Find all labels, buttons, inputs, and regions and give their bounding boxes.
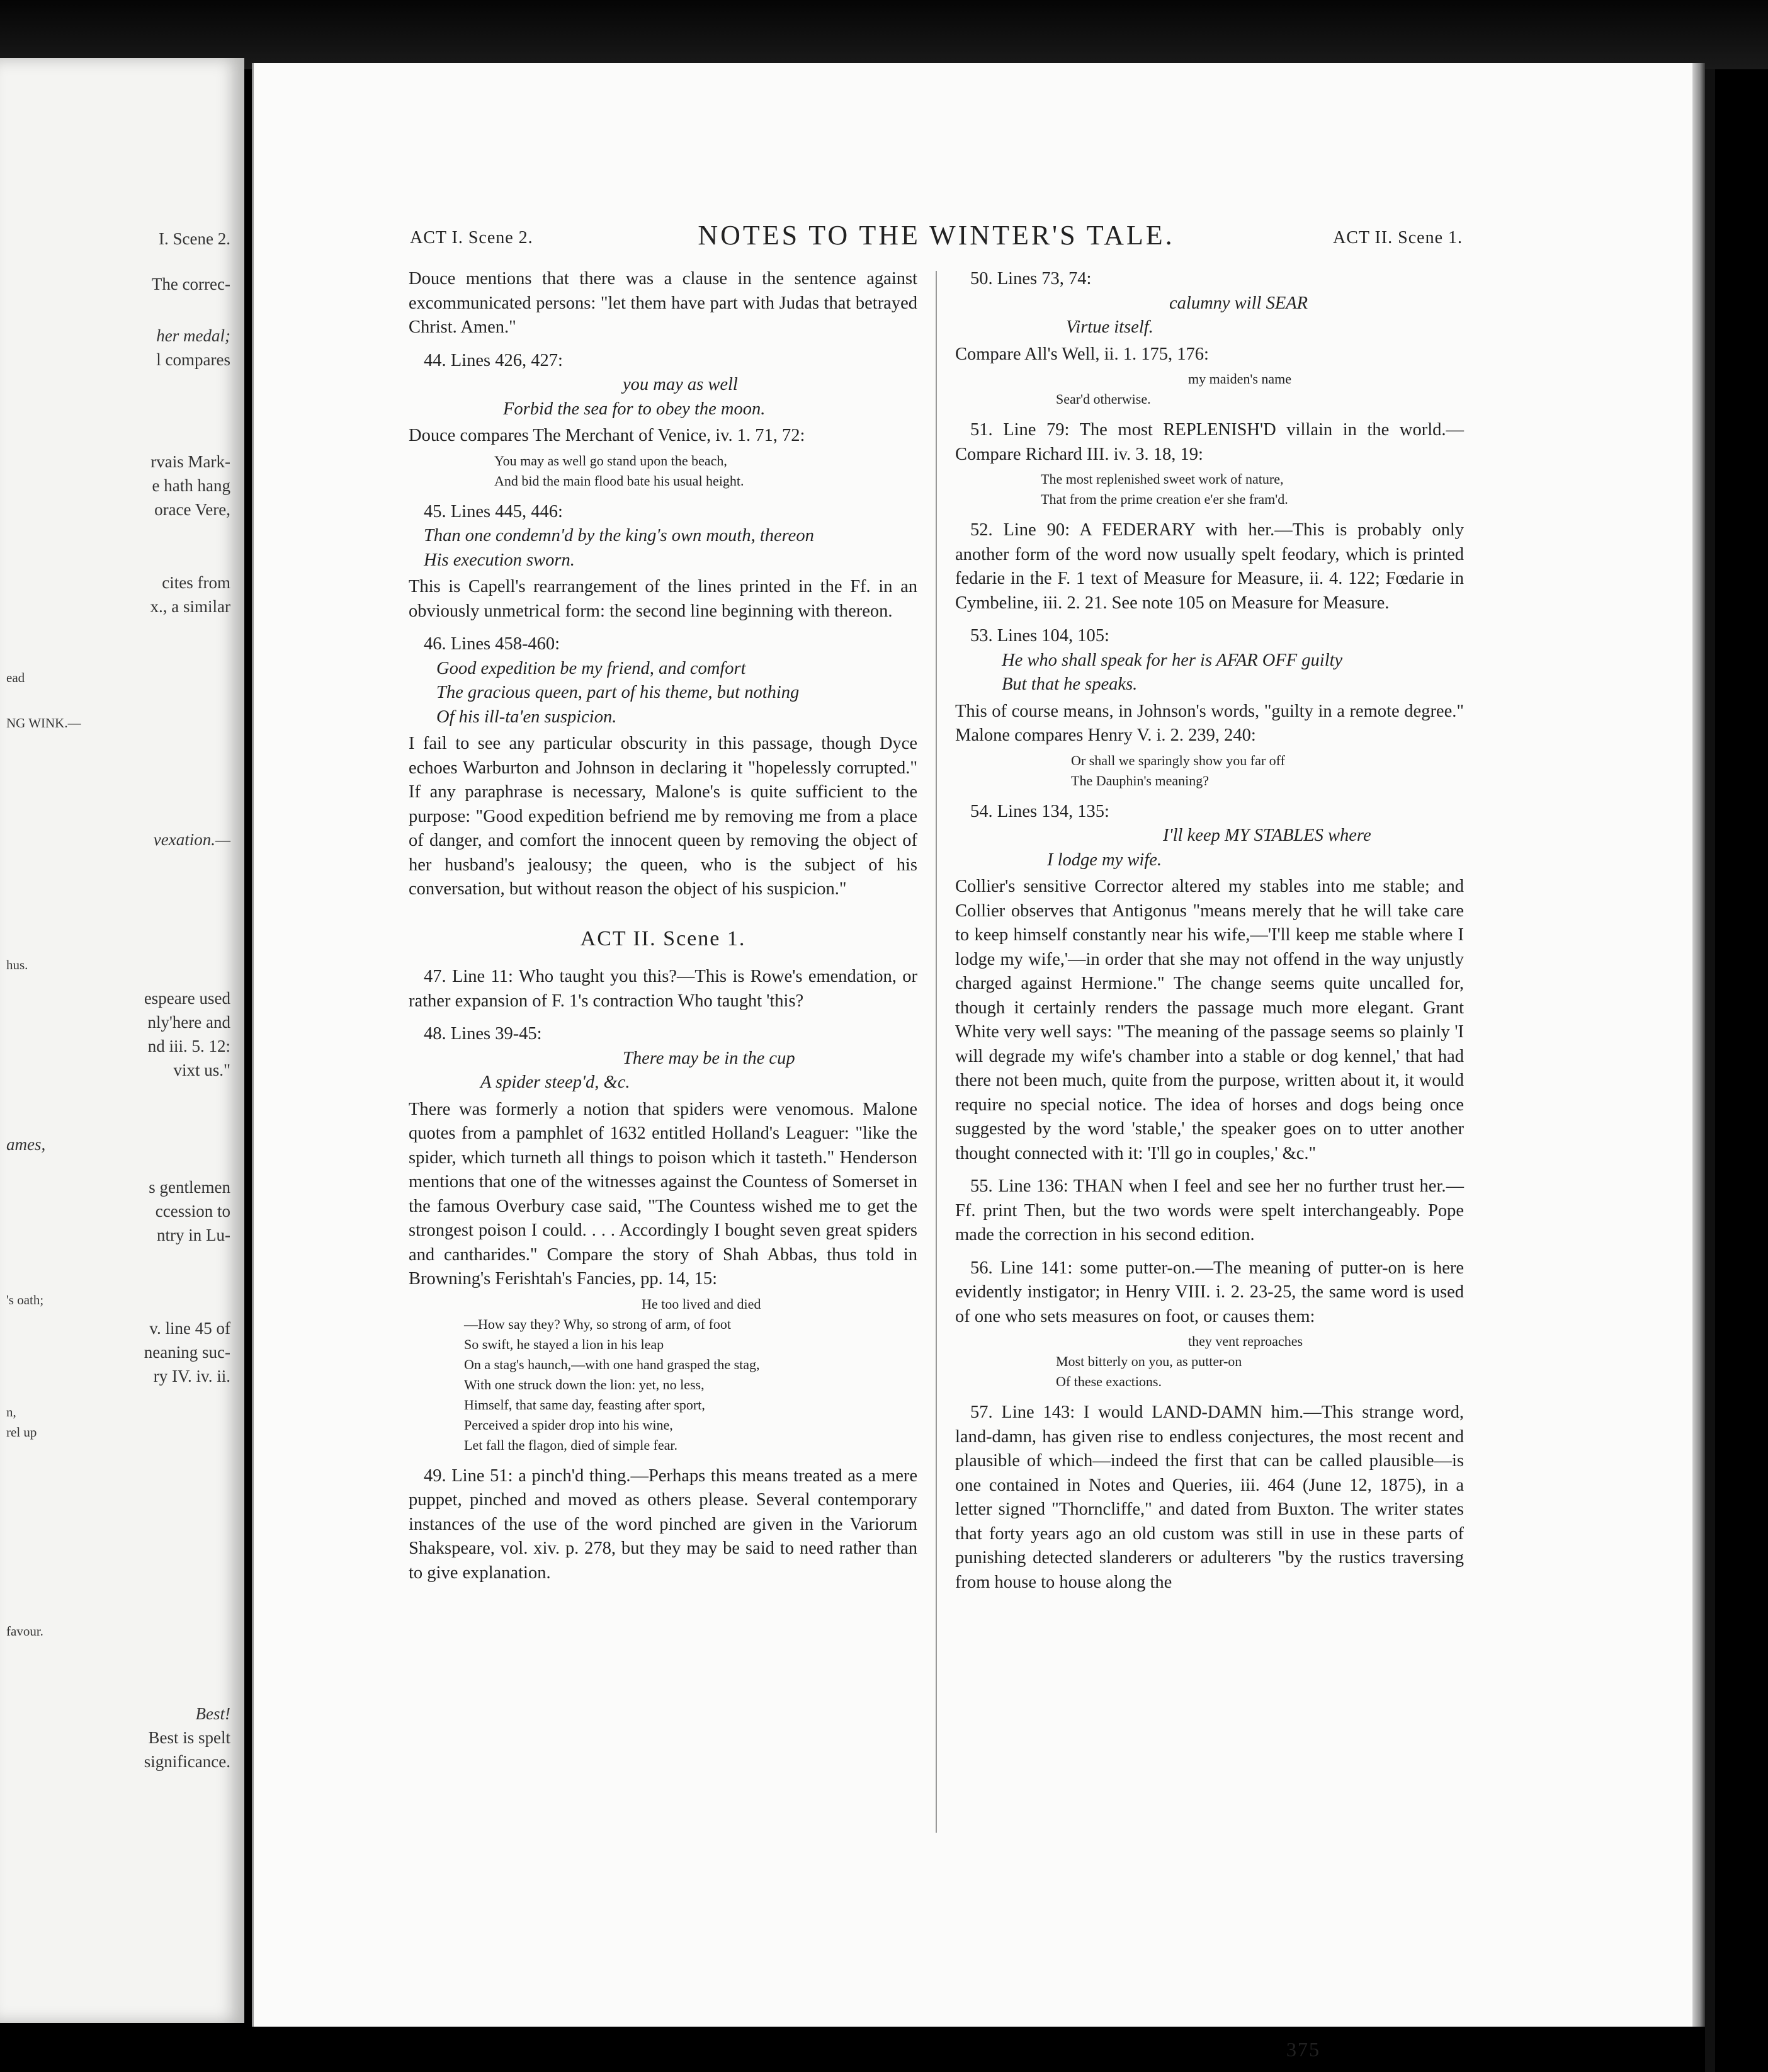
note-55 [955,1175,1464,1248]
quote-line: Forbid the sea for to obey the moon. [503,399,766,419]
citation-line: Sear'd otherwise. [1056,391,1151,407]
note-52 [955,518,1464,615]
intro-paragraph: Douce mentions that there was a clause in the sentence against excommunicated persons: "let them have part with Judas that betrayed Christ. Amen." [409,269,917,337]
left-fragment-line: significance. [144,1752,230,1771]
left-fragment-line: cites from [162,573,230,592]
left-fragment-line: rvais Mark- [150,452,230,471]
citation-line: —How say they? Why, so strong of arm, of foot [464,1316,732,1332]
citation-line: You may as well go stand upon the beach, [494,452,727,469]
left-fragment-line: espeare used [144,989,230,1008]
quote-line: There may be in the cup [623,1048,795,1068]
left-fragment-line: Best is spelt [148,1728,230,1747]
left-fragment-line: vexation.— [153,830,230,849]
left-fragment-line: ames, [6,1135,46,1154]
quote-line: His execution sworn. [424,550,575,570]
left-fragment-line: neaning suc- [144,1343,230,1362]
note-56 [955,1256,1464,1392]
quote-line: Virtue itself. [1066,317,1153,337]
left-fragment-line: n, [6,1404,16,1420]
note-text: 52. Line 90: A FEDERARY with her.—This is probably only another form of the word now usually spelt feodary, which is printed fedarie in the F. 1 text of Measure for Measure, ii. 4. 122; Fœdarie in Cymbeline, iii. 2. 21. See note 105 on Measure for Measure. [955,520,1464,613]
note-text: This is Capell's rearrangement of the lines printed in the Ff. in an obviously unmetrical form: the second line beginning with thereon. [409,577,917,621]
note-46 [409,632,917,902]
note-text: 49. Line 51: a pinch'd thing.—Perhaps this means treated as a mere puppet, pinched and moved as others please. Several contemporary instances of the use of the word pinched are given in the Variorum Shakspeare, vol. xiv. p. 278, but they may be said to need rather than to give explanation. [409,1466,917,1583]
page-title: NOTES TO THE WINTER'S TALE. [698,220,1175,251]
note-45 [409,500,917,624]
left-fragment-line: Best! [195,1704,230,1723]
quote-line: Of his ill-ta'en suspicion. [436,707,617,727]
page-number: 375 [1286,2038,1320,2061]
note-57 [955,1401,1464,1595]
quote-line: Good expedition be my friend, and comfort [436,658,746,678]
citation-line: Himself, that same day, feasting after sport, [464,1396,705,1413]
left-fragment-line: l compares [156,350,230,369]
left-fragment-line: ead [6,670,25,685]
page-edge [1692,63,1705,2027]
note-48 [409,1022,917,1455]
left-fragment-line: her medal; [156,326,230,345]
main-page [252,63,1694,2061]
citation-line: The most replenished sweet work of nature, [1041,471,1284,487]
left-fragment-line: x., a similar [150,597,230,616]
quote-line: I lodge my wife. [1047,850,1162,870]
act-heading: ACT II. Scene 1. [580,926,746,950]
citation-line: Most bitterly on you, as putter-on [1056,1353,1242,1369]
left-fragment-line: vixt us." [173,1061,230,1079]
left-fragment-line: I. Scene 2. [159,229,230,248]
citation-line: Let fall the flagon, died of simple fear. [464,1437,678,1453]
note-text: 55. Line 136: THAN when I feel and see her no further trust her.—Ff. print Then, but the two words were spelt interchangeably. Pope made the correction in his second edition. [955,1176,1464,1244]
quote-line: calumny will SEAR [1169,293,1308,313]
column-divider [936,271,937,1833]
quote-line: you may as well [623,375,738,394]
left-fragment-line: The correc- [151,275,230,293]
citation-line: That from the prime creation e'er she fram'd. [1041,491,1288,507]
scan-top-edge [0,0,1768,69]
left-fragment-line: ccession to [155,1202,230,1221]
note-text: Douce compares The Merchant of Venice, iv. 1. 71, 72: [409,426,805,445]
citation-line: Or shall we sparingly show you far off [1071,752,1285,768]
note-53 [955,624,1464,791]
note-text: There was formerly a notion that spiders were venomous. Malone quotes from a pamphlet of 1632 entitled Holland's Leaguer: "like the spider, which turneth all things to poison which it tasteth." Henderson mentions that one of the witnesses against the Countess of Somerset in the famous Overbury case said, "The Countess wished me to get the strongest poison I could. . . . Accordingly I bought seven great spiders and cantharides." Compare the story of Shah Abbas, thus told in Browning's Ferishtah's Fancies, pp. 14, 15: [409,1099,917,1289]
running-head-left: ACT I. Scene 2. [410,228,533,248]
note-heading: 54. Lines 134, 135: [970,801,1109,821]
quote-line: Than one condemn'd by the king's own mouth, thereon [424,526,814,545]
note-54 [955,800,1464,1166]
quote-line: A spider steep'd, &c. [480,1073,630,1092]
citation-line: He too lived and died [642,1295,761,1312]
book-spine-edge [1705,69,1715,2072]
running-head-right: ACT II. Scene 1. [1333,228,1463,248]
citation-line: they vent reproaches [1188,1333,1303,1349]
citation-line: Perceived a spider drop into his wine, [464,1416,673,1433]
note-51 [955,418,1464,509]
left-fragment-line: favour. [6,1624,43,1639]
left-page-fragment [0,58,244,2023]
left-fragment-line: e hath hang [152,476,230,495]
note-heading: 45. Lines 445, 446: [424,501,563,521]
citation-line: Of these exactions. [1056,1374,1162,1389]
left-fragment-line: nly'here and [147,1013,230,1032]
note-text: I fail to see any particular obscurity in this passage, though Dyce echoes Warburton and Johnson in declaring it "hopelessly corrupted." If any paraphrase is necessary, Malone's is quite sufficient to the purpose: "Good expedition befriend me by removing me from a place of danger, and comfort the innocent queen by removing the object of her husband's jealousy; the queen, who is the subject of his conversation, but without reason the object of his suspicion." [409,734,917,899]
running-head [410,219,1463,257]
left-fragment-line: orace Vere, [154,500,230,519]
citation-line: And bid the main flood bate his usual height. [494,472,744,489]
left-column [409,267,917,1585]
citation-line: On a stag's haunch,—with one hand grasped the stag, [464,1356,760,1372]
note-heading: 50. Lines 73, 74: [970,269,1092,288]
left-fragment-line: hus. [6,957,28,972]
note-text: 51. Line 79: The most REPLENISH'D villain in the world.—Compare Richard III. iv. 3. 18, 19: [955,420,1464,464]
quote-line: But that he speaks. [1002,675,1138,694]
citation-line: my maiden's name [1188,371,1292,387]
note-47 [409,965,917,1013]
left-fragment-line: ry IV. iv. ii. [153,1367,230,1386]
note-text: This of course means, in Johnson's words, "guilty in a remote degree." Malone compares Henry V. i. 2. 239, 240: [955,701,1464,745]
citation-line: With one struck down the lion: yet, no less, [464,1376,705,1392]
note-49 [409,1464,917,1586]
left-fragment-line: rel up [6,1425,37,1440]
quote-line: He who shall speak for her is AFAR OFF guilty [1002,650,1343,670]
note-50 [955,267,1464,409]
left-fragment-line: nd iii. 5. 12: [147,1037,230,1056]
quote-line: The gracious queen, part of his theme, but nothing [436,683,800,702]
left-fragment-line: 's oath; [6,1292,44,1307]
citation-line: So swift, he stayed a lion in his leap [464,1336,664,1352]
note-heading: 46. Lines 458-460: [424,634,560,654]
left-fragment-line: NG WINK.— [6,715,81,731]
left-fragment-line: ntry in Lu- [157,1226,230,1244]
left-fragment-line: v. line 45 of [149,1319,230,1338]
note-heading: 48. Lines 39-45: [424,1024,542,1044]
right-column [955,267,1464,1595]
note-text: 57. Line 143: I would LAND-DAMN him.—This strange word, land-damn, has given rise to endless conjectures, the most recent and plausible of which—indeed the first that can be called plausible—is one contained in Notes and Queries, iii. 464 (June 12, 1875), in a letter signed "Thorncliffe," and dated from Buxton. The writer states that forty years ago an old custom was still in use in these parts of punishing detected slanderers or adulterers "by the rustics traversing from house to house along the [955,1403,1464,1592]
left-fragment-line: s gentlemen [149,1178,230,1197]
note-text: Compare All's Well, ii. 1. 175, 176: [955,344,1209,364]
note-heading: 53. Lines 104, 105: [970,626,1109,646]
citation-line: The Dauphin's meaning? [1071,772,1210,788]
note-44 [409,349,917,491]
quote-line: I'll keep MY STABLES where [1163,826,1371,845]
note-heading: 44. Lines 426, 427: [424,350,563,370]
note-text: Collier's sensitive Corrector altered my stables into me stable; and Collier observes that Antigonus "means merely that he will take care to keep himself constantly near his wife,—'I'll keep me stable where I lodge my wife,'—in order that she may not offend in the way unjustly charged against Hermione." The change seems quite uncalled for, though it certainly renders the passage much more elegant. Grant White very well says: "The meaning of the passage seems so plainly 'I will degrade my wife's chamber into a stable or dog kennel,' that had there not been much, quite from the purpose, written about it, it would require no special notice. The idea of horses and dogs being once suggested by the word 'stable,' the speaker goes on to utter another thought connected with it: 'I'll go in couples,' &c." [955,877,1464,1163]
note-text: 47. Line 11: Who taught you this?—This is Rowe's emendation, or rather expansion of F. 1's contraction Who taught 'this? [409,967,917,1011]
note-text: 56. Line 141: some putter-on.—The meaning of putter-on is here evidently instigator; in Henry VIII. i. 2. 23-25, the same word is used of one who sets measures on foot, or causes them: [955,1258,1464,1326]
